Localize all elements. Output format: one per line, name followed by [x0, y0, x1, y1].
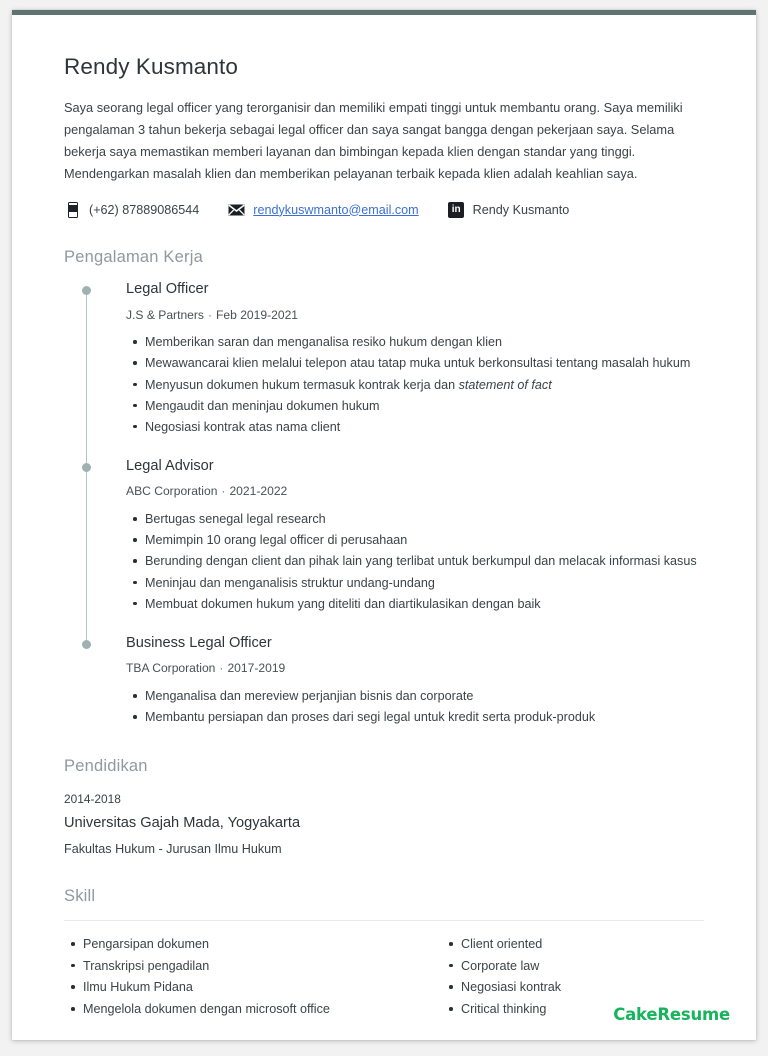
section-title-education: Pendidikan [64, 757, 148, 776]
bullet-text: Mengaudit dan meninjau dokumen hukum [145, 398, 380, 413]
skill-item: Pengarsipan dokumen [83, 934, 356, 956]
resume-content [12, 15, 756, 1040]
experience-bullet [145, 530, 704, 550]
skill-item: Critical thinking [461, 999, 704, 1021]
section-title-skills: Skill [64, 886, 96, 905]
experience-bullet-list [126, 686, 704, 727]
timeline-dot [82, 463, 91, 472]
bullet-text: Bertugas senegal legal research [145, 512, 326, 527]
experience-item [64, 635, 704, 728]
skill-item: Transkripsi pengadilan [83, 956, 356, 978]
experience-bullet [145, 396, 704, 416]
skills-column-left [64, 920, 384, 1021]
bullet-text-emphasis: statement of fact [458, 377, 552, 392]
contact-email[interactable] [228, 201, 418, 218]
education-school: Universitas Gajah Mada, Yogyakarta [64, 815, 301, 832]
section-skills [64, 887, 704, 1021]
envelope-icon [228, 201, 245, 218]
skill-item: Corporate law [461, 956, 704, 978]
meta-separator: · [219, 661, 224, 676]
bullet-text: Membantu persiapan dan proses dari segi legal untuk kredit serta produk-produk [145, 710, 596, 725]
experience-bullet-list [126, 509, 704, 614]
experience-bullet [145, 417, 704, 437]
bullet-text: Meninjau dan menganalisis struktur undang-undang [145, 575, 435, 590]
experience-item [64, 458, 704, 614]
experience-company: J.S & Partners [126, 307, 204, 322]
education-entry [64, 792, 704, 857]
meta-separator: · [221, 484, 226, 499]
education-years: 2014-2018 [64, 792, 121, 807]
education-major: Fakultas Hukum - Jurusan Ilmu Hukum [64, 841, 282, 856]
experience-bullet [145, 509, 704, 529]
experience-company: TBA Corporation [126, 661, 216, 676]
experience-bullet [145, 353, 704, 373]
timeline-dot [82, 286, 91, 295]
experience-job-title: Business Legal Officer [126, 634, 272, 651]
experience-bullet-list [126, 332, 704, 437]
experience-job-title: Legal Officer [126, 281, 209, 297]
experience-bullet [145, 573, 704, 593]
meta-separator: · [207, 307, 212, 322]
experience-bullet [145, 551, 704, 571]
contact-phone-label: (+62) 87889086544 [89, 202, 200, 217]
section-education [64, 757, 704, 857]
skill-item: Negosiasi kontrak [461, 977, 704, 999]
experience-dates: 2017-2019 [227, 661, 286, 676]
bullet-text: Membuat dokumen hukum yang diteliti dan diartikulasikan dengan baik [145, 596, 541, 611]
experience-dates: Feb 2019-2021 [216, 307, 299, 322]
section-experience [64, 248, 704, 727]
bullet-text: Menyusun dokumen hukum termasuk kontrak kerja dan [145, 377, 459, 392]
experience-bullet [145, 332, 704, 352]
contact-row [64, 201, 704, 218]
skill-item: Client oriented [461, 934, 704, 956]
experience-job-meta [126, 661, 704, 677]
contact-linkedin-label: Rendy Kusmanto [472, 202, 570, 217]
skills-columns [64, 920, 704, 1021]
experience-job-meta [126, 484, 704, 500]
cakeresume-logo: CakeResume [613, 1005, 730, 1024]
timeline-dot [82, 640, 91, 649]
resume-page [12, 10, 756, 1040]
contact-phone [64, 201, 199, 218]
experience-bullet [145, 594, 704, 614]
linkedin-icon: in [448, 201, 465, 218]
experience-timeline [64, 281, 704, 727]
experience-bullet [145, 375, 704, 395]
bullet-text: Berunding dengan client dan pihak lain yang terlibat untuk berkumpul dan melacak informasi kasus [145, 554, 697, 569]
skill-item: Mengelola dokumen dengan microsoft office [83, 999, 356, 1021]
page-title: Rendy Kusmanto [64, 54, 238, 79]
experience-job-title: Legal Advisor [126, 457, 214, 474]
section-title-experience: Pengalaman Kerja [64, 248, 203, 266]
experience-dates: 2021-2022 [229, 484, 288, 499]
experience-bullet [145, 707, 704, 727]
bullet-text: Memberikan saran dan menganalisa resiko hukum dengan klien [145, 335, 503, 350]
phone-icon [64, 201, 81, 218]
skill-item: Ilmu Hukum Pidana [83, 977, 356, 999]
bullet-text: Memimpin 10 orang legal officer di perusahaan [145, 533, 408, 548]
experience-item [64, 281, 704, 437]
experience-job-meta [126, 308, 704, 324]
profile-summary: Saya seorang legal officer yang terorganisir dan memiliki empati tinggi untuk membantu orang. Saya memiliki pengalaman 3 tahun bekerja sebagai legal officer dan saya sangat bangga dengan pekerjaan saya. Selama bekerja saya memastikan memberi layanan dan bimbingan kepada klien dengan standar yang tinggi. Mendengarkan masalah klien dan memberikan pelayanan terbaik kepada klien adalah keahlian saya. [64, 100, 683, 181]
bullet-text: Negosiasi kontrak atas nama client [145, 419, 341, 434]
experience-company: ABC Corporation [126, 484, 218, 499]
contact-linkedin[interactable] [448, 201, 570, 218]
contact-email-link[interactable]: rendykuswmanto@email.com [253, 202, 419, 217]
bullet-text: Mewawancarai klien melalui telepon atau tatap muka untuk berkonsultasi tentang masalah hukum [145, 356, 691, 371]
experience-bullet [145, 686, 704, 706]
bullet-text: Menganalisa dan mereview perjanjian bisnis dan corporate [145, 689, 474, 704]
